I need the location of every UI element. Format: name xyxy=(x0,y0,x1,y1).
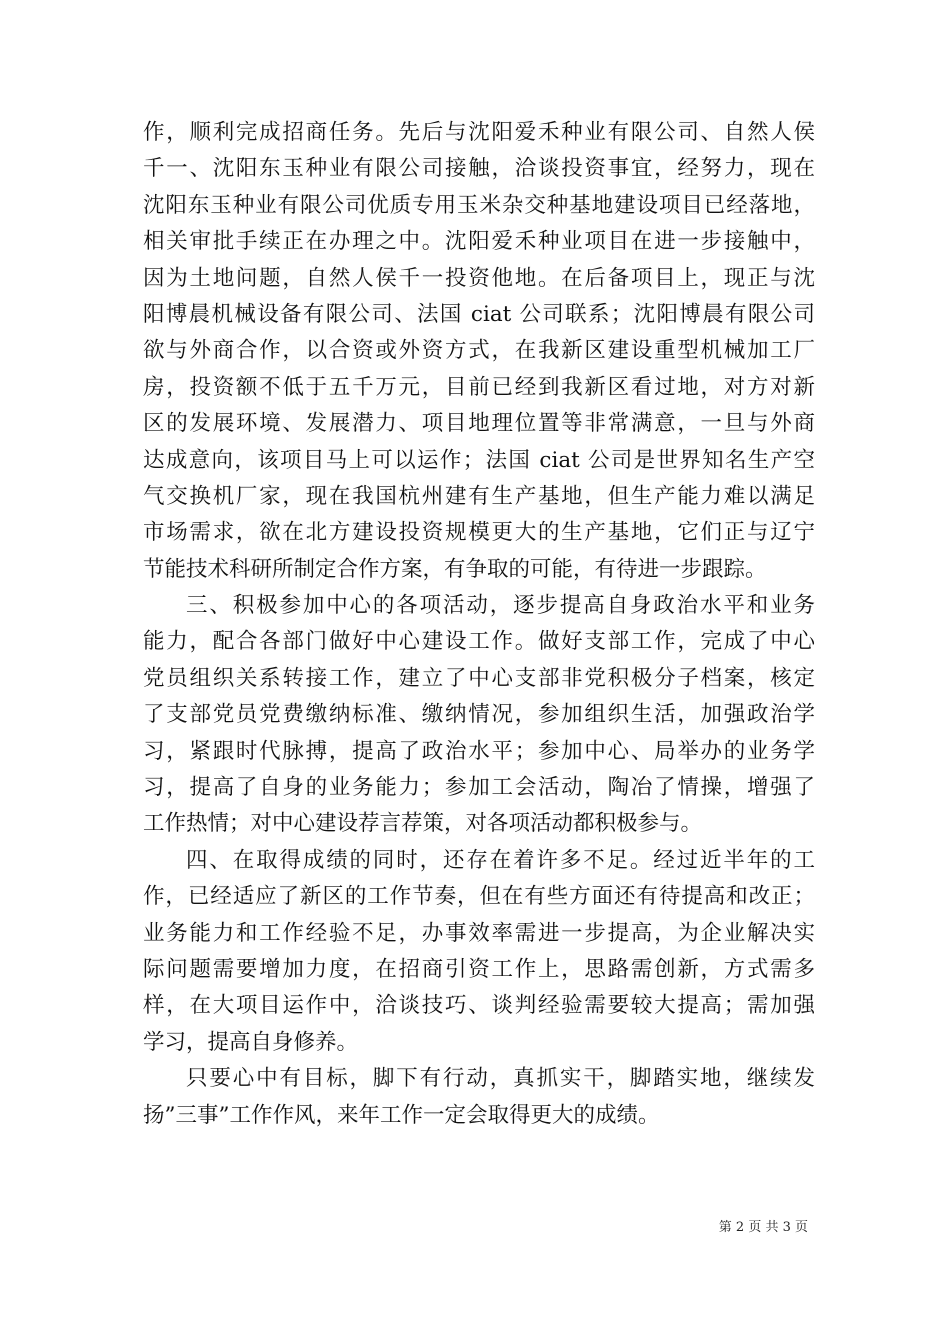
text-line: 市场需求，欲在北方建设投资规模更大的生产基地，它们正与辽宁 xyxy=(143,520,815,546)
text-line: 房，投资额不低于五千万元，目前已经到我新区看过地，对方对新 xyxy=(143,374,815,400)
text-line: 业务能力和工作经验不足，办事效率需进一步提高，为企业解决实 xyxy=(143,920,815,946)
text-line: 沈阳东玉种业有限公司优质专用玉米杂交种基地建设项目已经落地， xyxy=(143,192,815,218)
text-line: 三、积极参加中心的各项活动，逐步提高自身政治水平和业务 xyxy=(186,593,815,619)
text-line: 学习，提高自身修养。 xyxy=(143,1029,359,1055)
text-line: 习，紧跟时代脉搏，提高了政治水平；参加中心、局举办的业务学 xyxy=(143,738,815,764)
text-line: 节能技术科研所制定合作方案，有争取的可能，有待进一步跟踪。 xyxy=(143,556,767,582)
text-line: 习，提高了自身的业务能力；参加工会活动，陶冶了情操，增强了 xyxy=(143,775,815,801)
text-line: 欲与外商合作，以合资或外资方式，在我新区建设重型机械加工厂 xyxy=(143,338,815,364)
text-line: 四、在取得成绩的同时，还存在着许多不足。经过近半年的工 xyxy=(186,847,815,873)
text-line: 作，顺利完成招商任务。先后与沈阳爱禾种业有限公司、自然人侯 xyxy=(143,120,815,145)
text-line: 千一、沈阳东玉种业有限公司接触，洽谈投资事宜，经努力，现在 xyxy=(143,156,815,182)
text-line: 达成意向，该项目马上可以运作；法国 ciat 公司是世界知名生产空 xyxy=(143,447,815,473)
text-line: 作，已经适应了新区的工作节奏，但在有些方面还有待提高和改正； xyxy=(143,884,815,910)
text-line: 工作热情；对中心建设荐言荐策，对各项活动都积极参与。 xyxy=(143,811,703,837)
text-line: 气交换机厂家，现在我国杭州建有生产基地，但生产能力难以满足 xyxy=(143,483,815,509)
text-line: 区的发展环境、发展潜力、项目地理位置等非常满意，一旦与外商 xyxy=(143,411,815,437)
text-line: 际问题需要增加力度，在招商引资工作上，思路需创新，方式需多 xyxy=(143,956,815,982)
text-line: 只要心中有目标，脚下有行动，真抓实干，脚踏实地，继续发 xyxy=(186,1066,815,1092)
text-line: 党员组织关系转接工作，建立了中心支部非党积极分子档案，核定 xyxy=(143,665,815,691)
text-line: 阳博晨机械设备有限公司、法国 ciat 公司联系；沈阳博晨有限公司 xyxy=(143,301,815,327)
page-number-footer: 第 2 页 共 3 页 xyxy=(718,1220,808,1235)
text-line: 相关审批手续正在办理之中。沈阳爱禾种业项目在进一步接触中， xyxy=(143,229,815,255)
text-line: 扬”三事”工作作风，来年工作一定会取得更大的成绩。 xyxy=(143,1102,660,1128)
document-body xyxy=(143,115,815,1134)
text-line: 因为土地问题，自然人侯千一投资他地。在后备项目上，现正与沈 xyxy=(143,265,815,291)
text-line: 样，在大项目运作中，洽谈技巧、谈判经验需要较大提高；需加强 xyxy=(143,993,815,1019)
text-line: 了支部党员党费缴纳标准、缴纳情况，参加组织生活，加强政治学 xyxy=(143,702,815,728)
text-line: 能力，配合各部门做好中心建设工作。做好支部工作，完成了中心 xyxy=(143,629,815,655)
